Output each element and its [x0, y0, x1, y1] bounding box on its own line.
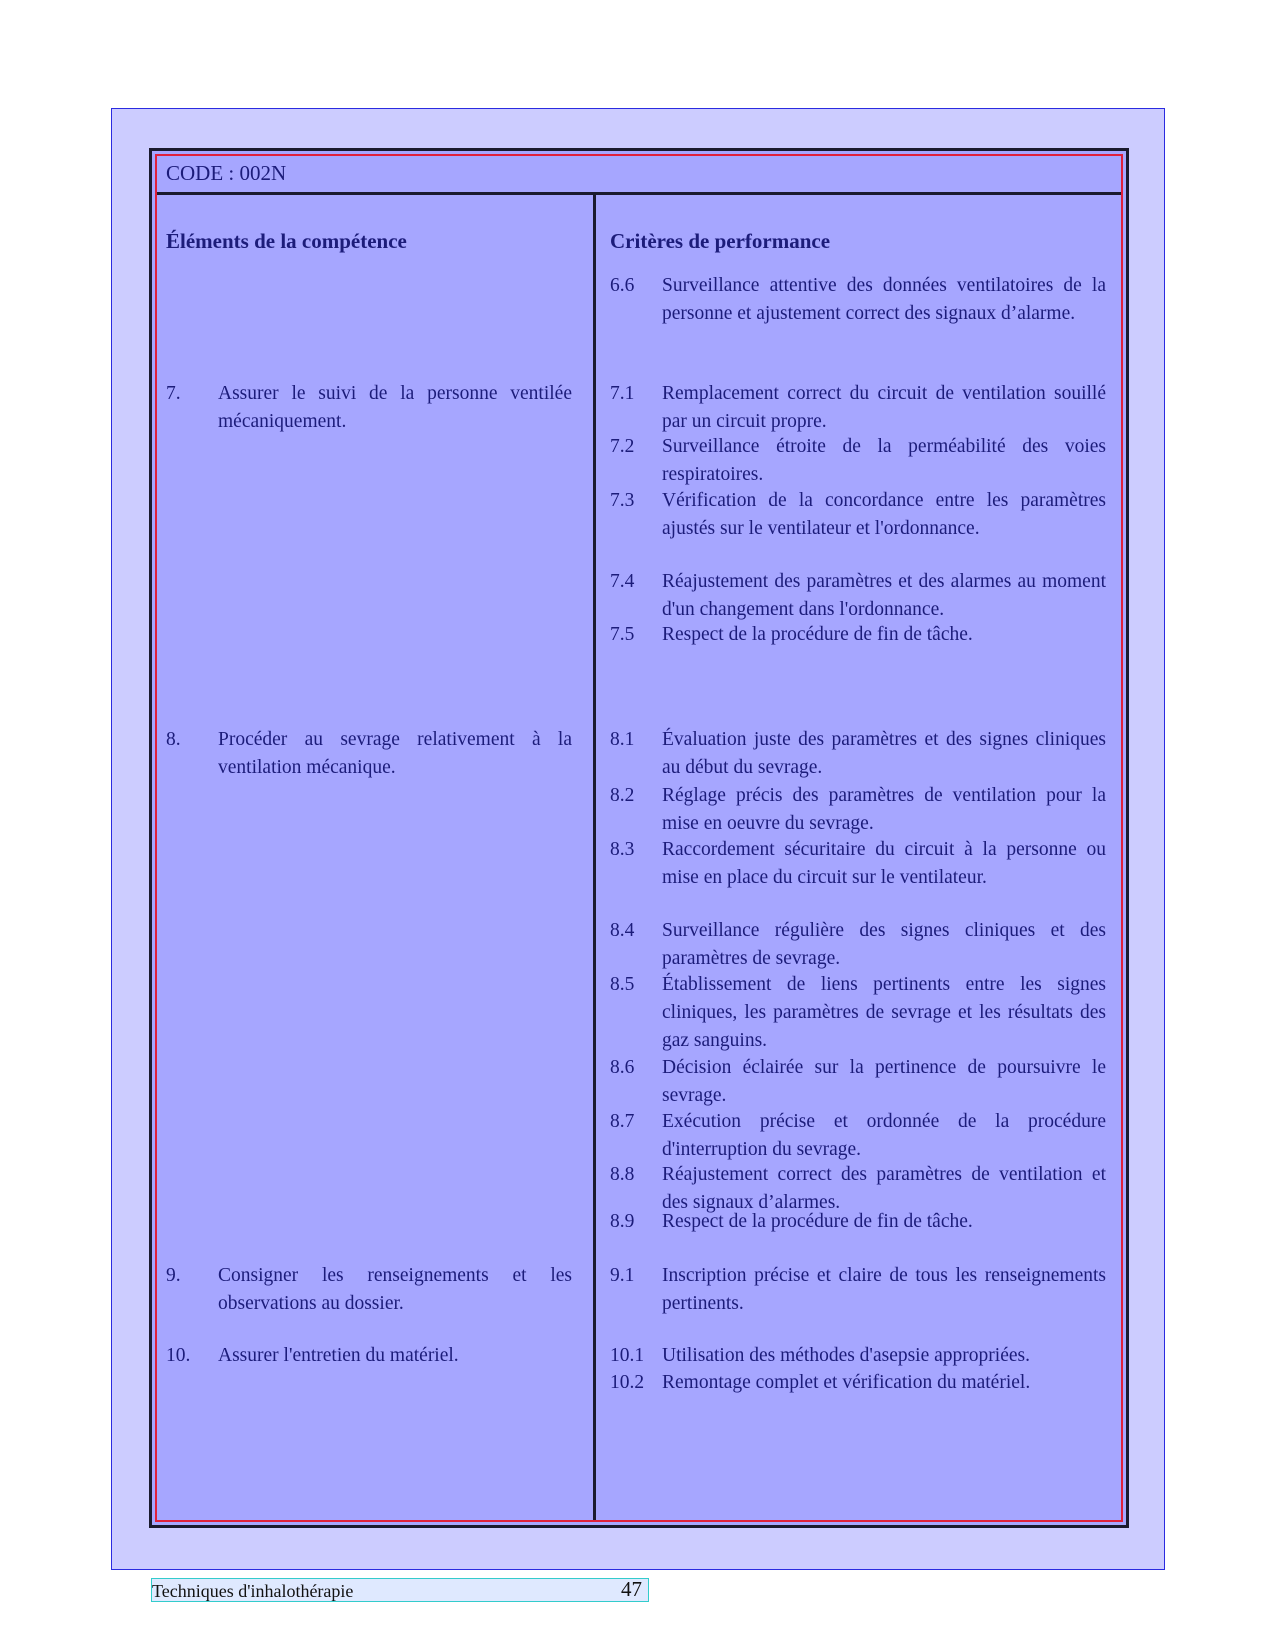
element-text: Consigner les renseignements et les observations au dossier.: [218, 1265, 572, 1314]
criterion-text: Surveillance étroite de la perméabilité des voies respiratoires.: [662, 436, 1106, 485]
criterion-text: Raccordement sécuritaire du circuit à la personne ou mise en place du circuit sur le ventilateur.: [662, 839, 1106, 888]
element-text: Procéder au sevrage relativement à la ventilation mécanique.: [218, 729, 572, 778]
element-text: Assurer l'entretien du matériel.: [218, 1345, 459, 1366]
criterion-number: 8.6: [610, 1057, 635, 1078]
criterion-text: Décision éclairée sur la pertinence de poursuivre le sevrage.: [662, 1057, 1106, 1106]
header-elements: Éléments de la compétence: [166, 229, 407, 253]
criterion-text: Réglage précis des paramètres de ventilation pour la mise en oeuvre du sevrage.: [662, 785, 1106, 834]
criterion-number: 7.3: [610, 490, 635, 511]
page-number: 47: [621, 1577, 642, 1601]
criterion-number: 10.1: [610, 1345, 645, 1366]
column-divider: [593, 192, 596, 1520]
code-row: [157, 156, 1121, 195]
header-criteria: Critères de performance: [610, 229, 831, 253]
criterion-number: 8.3: [610, 839, 635, 860]
criterion-number: 8.1: [610, 729, 635, 750]
criterion-text: Utilisation des méthodes d'asepsie appropriées.: [662, 1345, 1030, 1366]
criterion-number: 8.5: [610, 974, 635, 995]
criterion-number: 9.1: [610, 1265, 635, 1286]
element-text: Assurer le suivi de la personne ventilée mécaniquement.: [218, 383, 572, 432]
criterion-text: Évaluation juste des paramètres et des signes cliniques au début du sevrage.: [662, 729, 1106, 778]
criterion-text: Respect de la procédure de fin de tâche.: [662, 624, 973, 645]
criterion-number: 10.2: [610, 1372, 645, 1393]
criterion-text: Remplacement correct du circuit de ventilation souillé par un circuit propre.: [662, 383, 1106, 432]
criterion-text: Surveillance attentive des données ventilatoires de la personne et ajustement correct des signaux d’alarme.: [662, 275, 1106, 324]
criterion-number: 7.2: [610, 436, 635, 457]
criterion-text: Respect de la procédure de fin de tâche.: [662, 1211, 973, 1232]
criterion-text: Vérification de la concordance entre les paramètres ajustés sur le ventilateur et l'ordonnance.: [662, 490, 1106, 539]
element-number: 8.: [166, 729, 181, 750]
criterion-number: 7.5: [610, 624, 635, 645]
code-label: CODE : 002N: [166, 161, 287, 185]
criterion-number: 8.4: [610, 920, 635, 941]
criterion-text: Remontage complet et vérification du matériel.: [662, 1372, 1031, 1393]
criterion-text: Réajustement des paramètres et des alarmes au moment d'un changement dans l'ordonnance.: [662, 571, 1106, 620]
criterion-text: Réajustement correct des paramètres de ventilation et des signaux d’alarmes.: [662, 1164, 1106, 1213]
element-number: 9.: [166, 1265, 181, 1286]
criterion-text: Surveillance régulière des signes cliniques et des paramètres de sevrage.: [662, 920, 1106, 969]
competency-table-inner: [155, 154, 1123, 1522]
page-footer: [151, 1578, 649, 1602]
element-number: 10.: [166, 1345, 191, 1366]
footer-title: Techniques d'inhalothérapie: [152, 1581, 354, 1601]
criterion-number: 8.8: [610, 1164, 635, 1185]
criterion-text: Établissement de liens pertinents entre les signes cliniques, les paramètres de sevrage et les résultats des gaz sanguins.: [662, 974, 1106, 1051]
criterion-text: Inscription précise et claire de tous les renseignements pertinents.: [662, 1265, 1106, 1314]
criterion-number: 8.9: [610, 1211, 635, 1232]
criterion-number: 8.2: [610, 785, 635, 806]
element-number: 7.: [166, 383, 181, 404]
criterion-number: 8.7: [610, 1111, 635, 1132]
criterion-number: 7.4: [610, 571, 635, 592]
criterion-number: 7.1: [610, 383, 635, 404]
criterion-number: 6.6: [610, 275, 635, 296]
criterion-text: Exécution précise et ordonnée de la procédure d'interruption du sevrage.: [662, 1111, 1106, 1160]
competency-table: [149, 148, 1129, 1528]
